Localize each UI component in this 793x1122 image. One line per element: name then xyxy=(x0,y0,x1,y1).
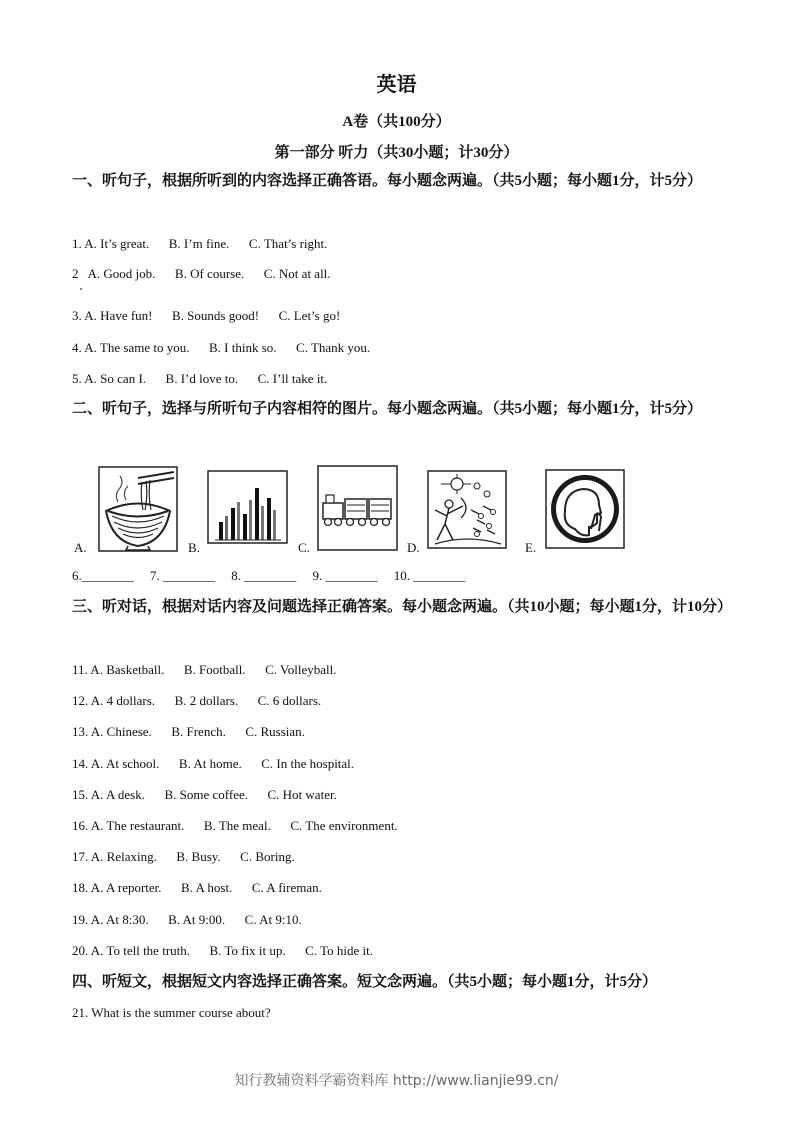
option-a: 18. A. A reporter. xyxy=(72,880,162,895)
option-b: B. Football. xyxy=(183,662,246,677)
option-a: 11. A. Basketball. xyxy=(72,662,165,677)
question-12 xyxy=(72,693,321,709)
question-5 xyxy=(72,371,327,387)
option-a: 15. A. A desk. xyxy=(72,787,145,802)
option-c: C. Boring. xyxy=(240,849,295,864)
option-c: C. Russian. xyxy=(245,724,305,739)
question-14 xyxy=(72,756,354,772)
paper-subtitle: A卷（共100分） xyxy=(342,114,451,130)
option-c: C. Volleyball. xyxy=(265,662,337,677)
toy-train-icon xyxy=(317,465,398,551)
question-18 xyxy=(72,880,322,896)
option-c: C. That’s right. xyxy=(248,236,328,251)
option-c: C. Thank you. xyxy=(296,340,371,355)
picture-label-a: A. xyxy=(74,540,87,555)
answer-blanks: 6.________ 7. ________ 8. ________ 9. ________ 10. ________ xyxy=(72,568,466,583)
option-b: B. Sounds good! xyxy=(172,308,260,323)
footer-watermark: 知行教辅资料学霸资料库 http://www.lianjie99.cn/ xyxy=(234,1073,559,1089)
option-b: B. Some coffee. xyxy=(164,787,248,802)
section-3-heading: 三、听对话，根据对话内容及问题选择正确答案。每小题念两遍。（共10小题；每小题1分，计10分） xyxy=(72,599,733,615)
option-a: 5. A. So can I. xyxy=(72,371,147,386)
option-a: 14. A. At school. xyxy=(72,756,160,771)
option-b: B. I’d love to. xyxy=(165,371,239,386)
question-2 xyxy=(72,266,331,282)
option-c: C. In the hospital. xyxy=(261,756,355,771)
option-a: 16. A. The restaurant. xyxy=(72,818,185,833)
section-1-heading: 一、听句子，根据所听到的内容选择正确答语。每小题念两遍。（共5小题；每小题1分，计5分） xyxy=(72,173,703,189)
option-c: C. I’ll take it. xyxy=(257,371,328,386)
question-11 xyxy=(72,662,336,678)
option-a: 12. A. 4 dollars. xyxy=(72,693,156,708)
question-20 xyxy=(72,943,373,959)
question-15 xyxy=(72,787,337,803)
option-b: B. 2 dollars. xyxy=(174,693,239,708)
thinking-person-icon xyxy=(545,469,625,549)
option-c: C. The environment. xyxy=(290,818,398,833)
option-c: C. To hide it. xyxy=(305,943,373,958)
option-a: 19. A. At 8:30. xyxy=(72,912,149,927)
stray-dot xyxy=(80,288,82,290)
option-c: C. Hot water. xyxy=(267,787,337,802)
option-a: 2 A. Good job. xyxy=(72,266,156,281)
option-a: 3. A. Have fun! xyxy=(72,308,153,323)
option-a: 20. A. To tell the truth. xyxy=(72,943,191,958)
option-a: 4. A. The same to you. xyxy=(72,340,190,355)
option-b: B. Of course. xyxy=(174,266,245,281)
option-c: C. Let’s go! xyxy=(278,308,341,323)
question-3 xyxy=(72,308,340,324)
question-1 xyxy=(72,236,327,252)
question-21: 21. What is the summer course about? xyxy=(72,1005,271,1020)
question-13 xyxy=(72,724,305,740)
option-a: 13. A. Chinese. xyxy=(72,724,152,739)
option-b: B. French. xyxy=(171,724,226,739)
question-16 xyxy=(72,818,398,834)
option-b: B. A host. xyxy=(181,880,233,895)
option-c: C. Not at all. xyxy=(263,266,331,281)
bar-graph-icon xyxy=(207,470,288,544)
picture-label-e: E. xyxy=(525,540,537,555)
option-a: 17. A. Relaxing. xyxy=(72,849,157,864)
option-b: B. I think so. xyxy=(208,340,277,355)
option-b: B. To fix it up. xyxy=(209,943,286,958)
option-b: B. I’m fine. xyxy=(168,236,230,251)
option-b: B. At home. xyxy=(178,756,242,771)
option-b: B. Busy. xyxy=(176,849,221,864)
page-title: 英语 xyxy=(376,74,417,96)
option-c: C. 6 dollars. xyxy=(257,693,322,708)
part-heading: 第一部分 听力（共30小题；计30分） xyxy=(274,145,519,161)
question-19 xyxy=(72,912,302,928)
option-c: C. A fireman. xyxy=(251,880,322,895)
option-a: 1. A. It’s great. xyxy=(72,236,150,251)
section-2-heading: 二、听句子，选择与所听句子内容相符的图片。每小题念两遍。（共5小题；每小题1分，计5分） xyxy=(72,401,703,417)
question-4 xyxy=(72,340,370,356)
noodle-bowl-icon xyxy=(98,466,178,552)
section-4-heading: 四、听短文，根据短文内容选择正确答案。短文念两遍。（共5小题；每小题1分，计5分） xyxy=(72,974,658,990)
option-b: B. The meal. xyxy=(203,818,271,833)
option-c: C. At 9:10. xyxy=(244,912,302,927)
question-17 xyxy=(72,849,295,865)
option-b: B. At 9:00. xyxy=(168,912,226,927)
picture-label-b: B. xyxy=(188,540,200,555)
archer-icon xyxy=(427,470,507,549)
picture-label-c: C. xyxy=(298,540,310,555)
picture-label-d: D. xyxy=(407,540,420,555)
